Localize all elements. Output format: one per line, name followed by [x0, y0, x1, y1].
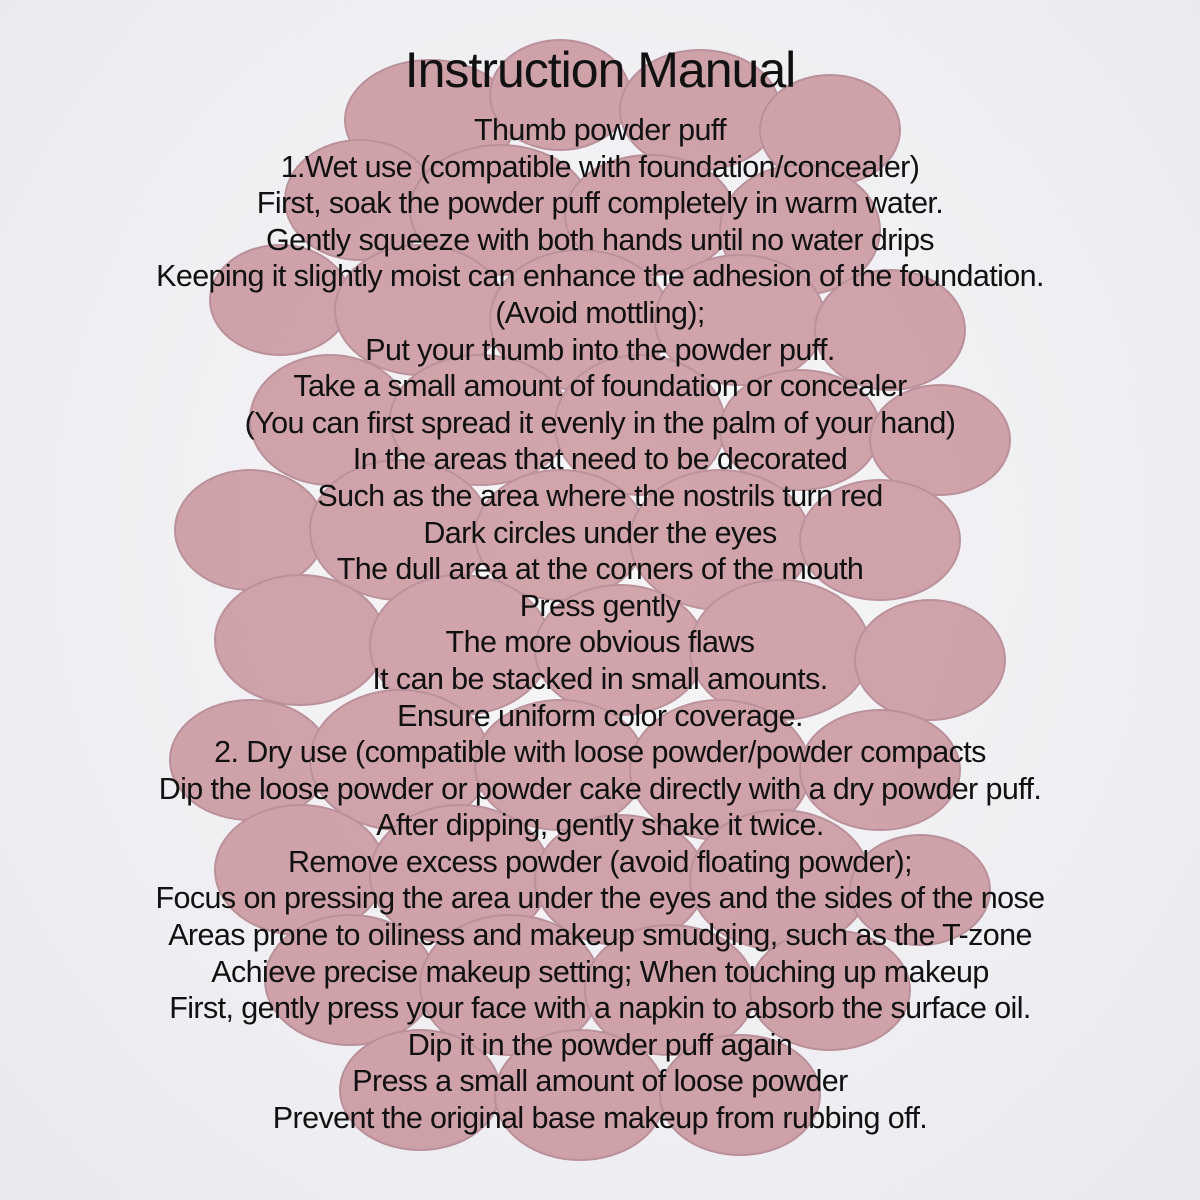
instruction-line: Achieve precise makeup setting; When touching up makeup	[211, 954, 989, 989]
instruction-line: Put your thumb into the powder puff.	[365, 332, 835, 367]
instruction-line: Press gently	[519, 588, 681, 623]
instruction-line: Areas prone to oiliness and makeup smudging, such as the T-zone	[168, 918, 1032, 953]
page-title: Instruction Manual	[404, 42, 796, 98]
instruction-line: Keeping it slightly moist can enhance the adhesion of the foundation.	[156, 259, 1044, 294]
instruction-line: In the areas that need to be decorated	[352, 442, 848, 477]
instruction-line: Remove excess powder (avoid floating powder);	[288, 844, 912, 879]
instruction-line: 2. Dry use (compatible with loose powder/powder compacts	[214, 735, 986, 770]
instruction-line: Gently squeeze with both hands until no water drips	[266, 222, 934, 257]
instruction-line: The more obvious flaws	[445, 625, 755, 660]
instruction-line: Prevent the original base makeup from rubbing off.	[272, 1101, 928, 1136]
instruction-line: (Avoid mottling);	[495, 295, 705, 330]
instruction-line: Press a small amount of loose powder	[352, 1064, 848, 1099]
instruction-line: Thumb powder puff	[473, 113, 727, 147]
instruction-line: Dark circles under the eyes	[423, 515, 777, 550]
instruction-line: First, gently press your face with a napkin to absorb the surface oil.	[169, 991, 1031, 1026]
instruction-line: 1.Wet use (compatible with foundation/concealer)	[280, 149, 920, 184]
instruction-line: Focus on pressing the area under the eyes and the sides of the nose	[155, 881, 1045, 916]
instruction-line: (You can first spread it evenly in the palm of your hand)	[244, 405, 956, 440]
instruction-lines	[0, 102, 1200, 1137]
instruction-line: The dull area at the corners of the mouth	[336, 552, 864, 587]
instruction-line: Take a small amount of foundation or concealer	[293, 369, 907, 404]
instruction-line: After dipping, gently shake it twice.	[376, 808, 824, 843]
instruction-line: Dip the loose powder or powder cake directly with a dry powder puff.	[158, 771, 1042, 806]
instruction-line: Dip it in the powder puff again	[407, 1027, 793, 1062]
instruction-line: It can be stacked in small amounts.	[372, 661, 828, 696]
instruction-line: Such as the area where the nostrils turn red	[317, 478, 883, 513]
instruction-line: Ensure uniform color coverage.	[397, 698, 803, 733]
instruction-line: First, soak the powder puff completely in warm water.	[256, 186, 944, 221]
